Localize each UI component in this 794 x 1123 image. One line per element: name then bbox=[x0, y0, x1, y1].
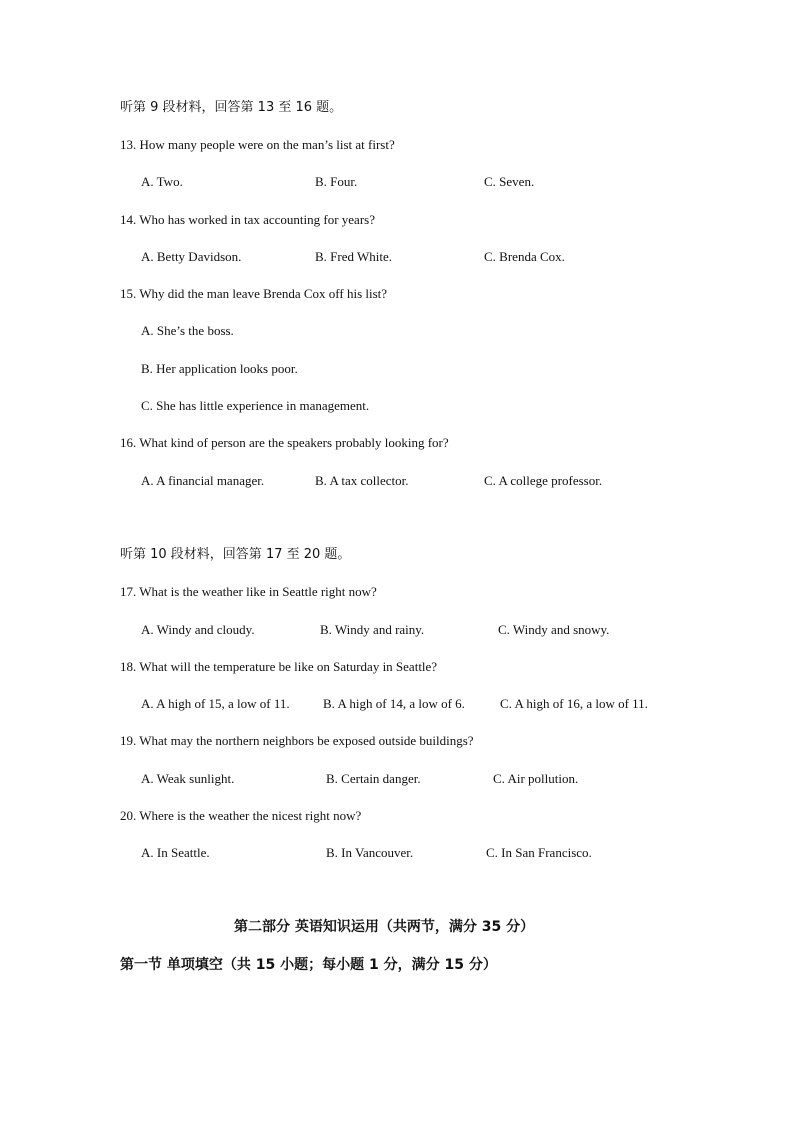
q15-option-a: A. She’s the boss. bbox=[141, 323, 234, 338]
q19-option-a: A. Weak sunlight. bbox=[141, 771, 235, 786]
q18-option-a: A. A high of 15, a low of 11. bbox=[141, 696, 290, 711]
question-13: 13. How many people were on the man’s list at first? bbox=[120, 137, 395, 152]
question-19: 19. What may the northern neighbors be exposed outside buildings? bbox=[120, 733, 474, 748]
q14-option-a: A. Betty Davidson. bbox=[141, 249, 242, 264]
q20-option-c: C. In San Francisco. bbox=[486, 845, 592, 860]
q17-option-b: B. Windy and rainy. bbox=[320, 622, 425, 637]
q19-option-b: B. Certain danger. bbox=[326, 771, 421, 786]
q18-option-c: C. A high of 16, a low of 11. bbox=[500, 696, 648, 711]
q20-option-a: A. In Seattle. bbox=[141, 845, 210, 860]
q16-option-c: C. A college professor. bbox=[484, 473, 603, 488]
q17-option-c: C. Windy and snowy. bbox=[498, 622, 610, 637]
q16-option-b: B. A tax collector. bbox=[315, 473, 409, 488]
q13-option-b: B. Four. bbox=[315, 174, 358, 189]
question-18: 18. What will the temperature be like on Saturday in Seattle? bbox=[120, 659, 438, 674]
question-17: 17. What is the weather like in Seattle right now? bbox=[120, 584, 377, 599]
q18-option-b: B. A high of 14, a low of 6. bbox=[323, 696, 465, 711]
q14-option-c: C. Brenda Cox. bbox=[484, 249, 565, 264]
section-intro-10: 听第 10 段材料，回答第 17 至 20 题。 bbox=[120, 547, 351, 562]
question-20: 20. Where is the weather the nicest right now? bbox=[120, 808, 362, 823]
part-two-title: 第二部分 英语知识运用（共两节，满分 35 分） bbox=[234, 919, 535, 935]
question-16: 16. What kind of person are the speakers probably looking for? bbox=[120, 435, 449, 450]
q13-option-a: A. Two. bbox=[141, 174, 183, 189]
q20-option-b: B. In Vancouver. bbox=[326, 845, 414, 860]
question-15: 15. Why did the man leave Brenda Cox off his list? bbox=[120, 286, 388, 301]
q17-option-a: A. Windy and cloudy. bbox=[141, 622, 255, 637]
q19-option-c: C. Air pollution. bbox=[493, 771, 579, 786]
q15-option-b: B. Her application looks poor. bbox=[141, 361, 298, 376]
section-intro-9: 听第 9 段材料，回答第 13 至 16 题。 bbox=[120, 100, 343, 115]
q15-option-c: C. She has little experience in management. bbox=[141, 398, 370, 413]
q13-option-c: C. Seven. bbox=[484, 174, 535, 189]
section-one-title: 第一节 单项填空（共 15 小题；每小题 1 分，满分 15 分） bbox=[120, 957, 497, 973]
question-14: 14. Who has worked in tax accounting for years? bbox=[120, 212, 375, 227]
q16-option-a: A. A financial manager. bbox=[141, 473, 265, 488]
q14-option-b: B. Fred White. bbox=[315, 249, 393, 264]
